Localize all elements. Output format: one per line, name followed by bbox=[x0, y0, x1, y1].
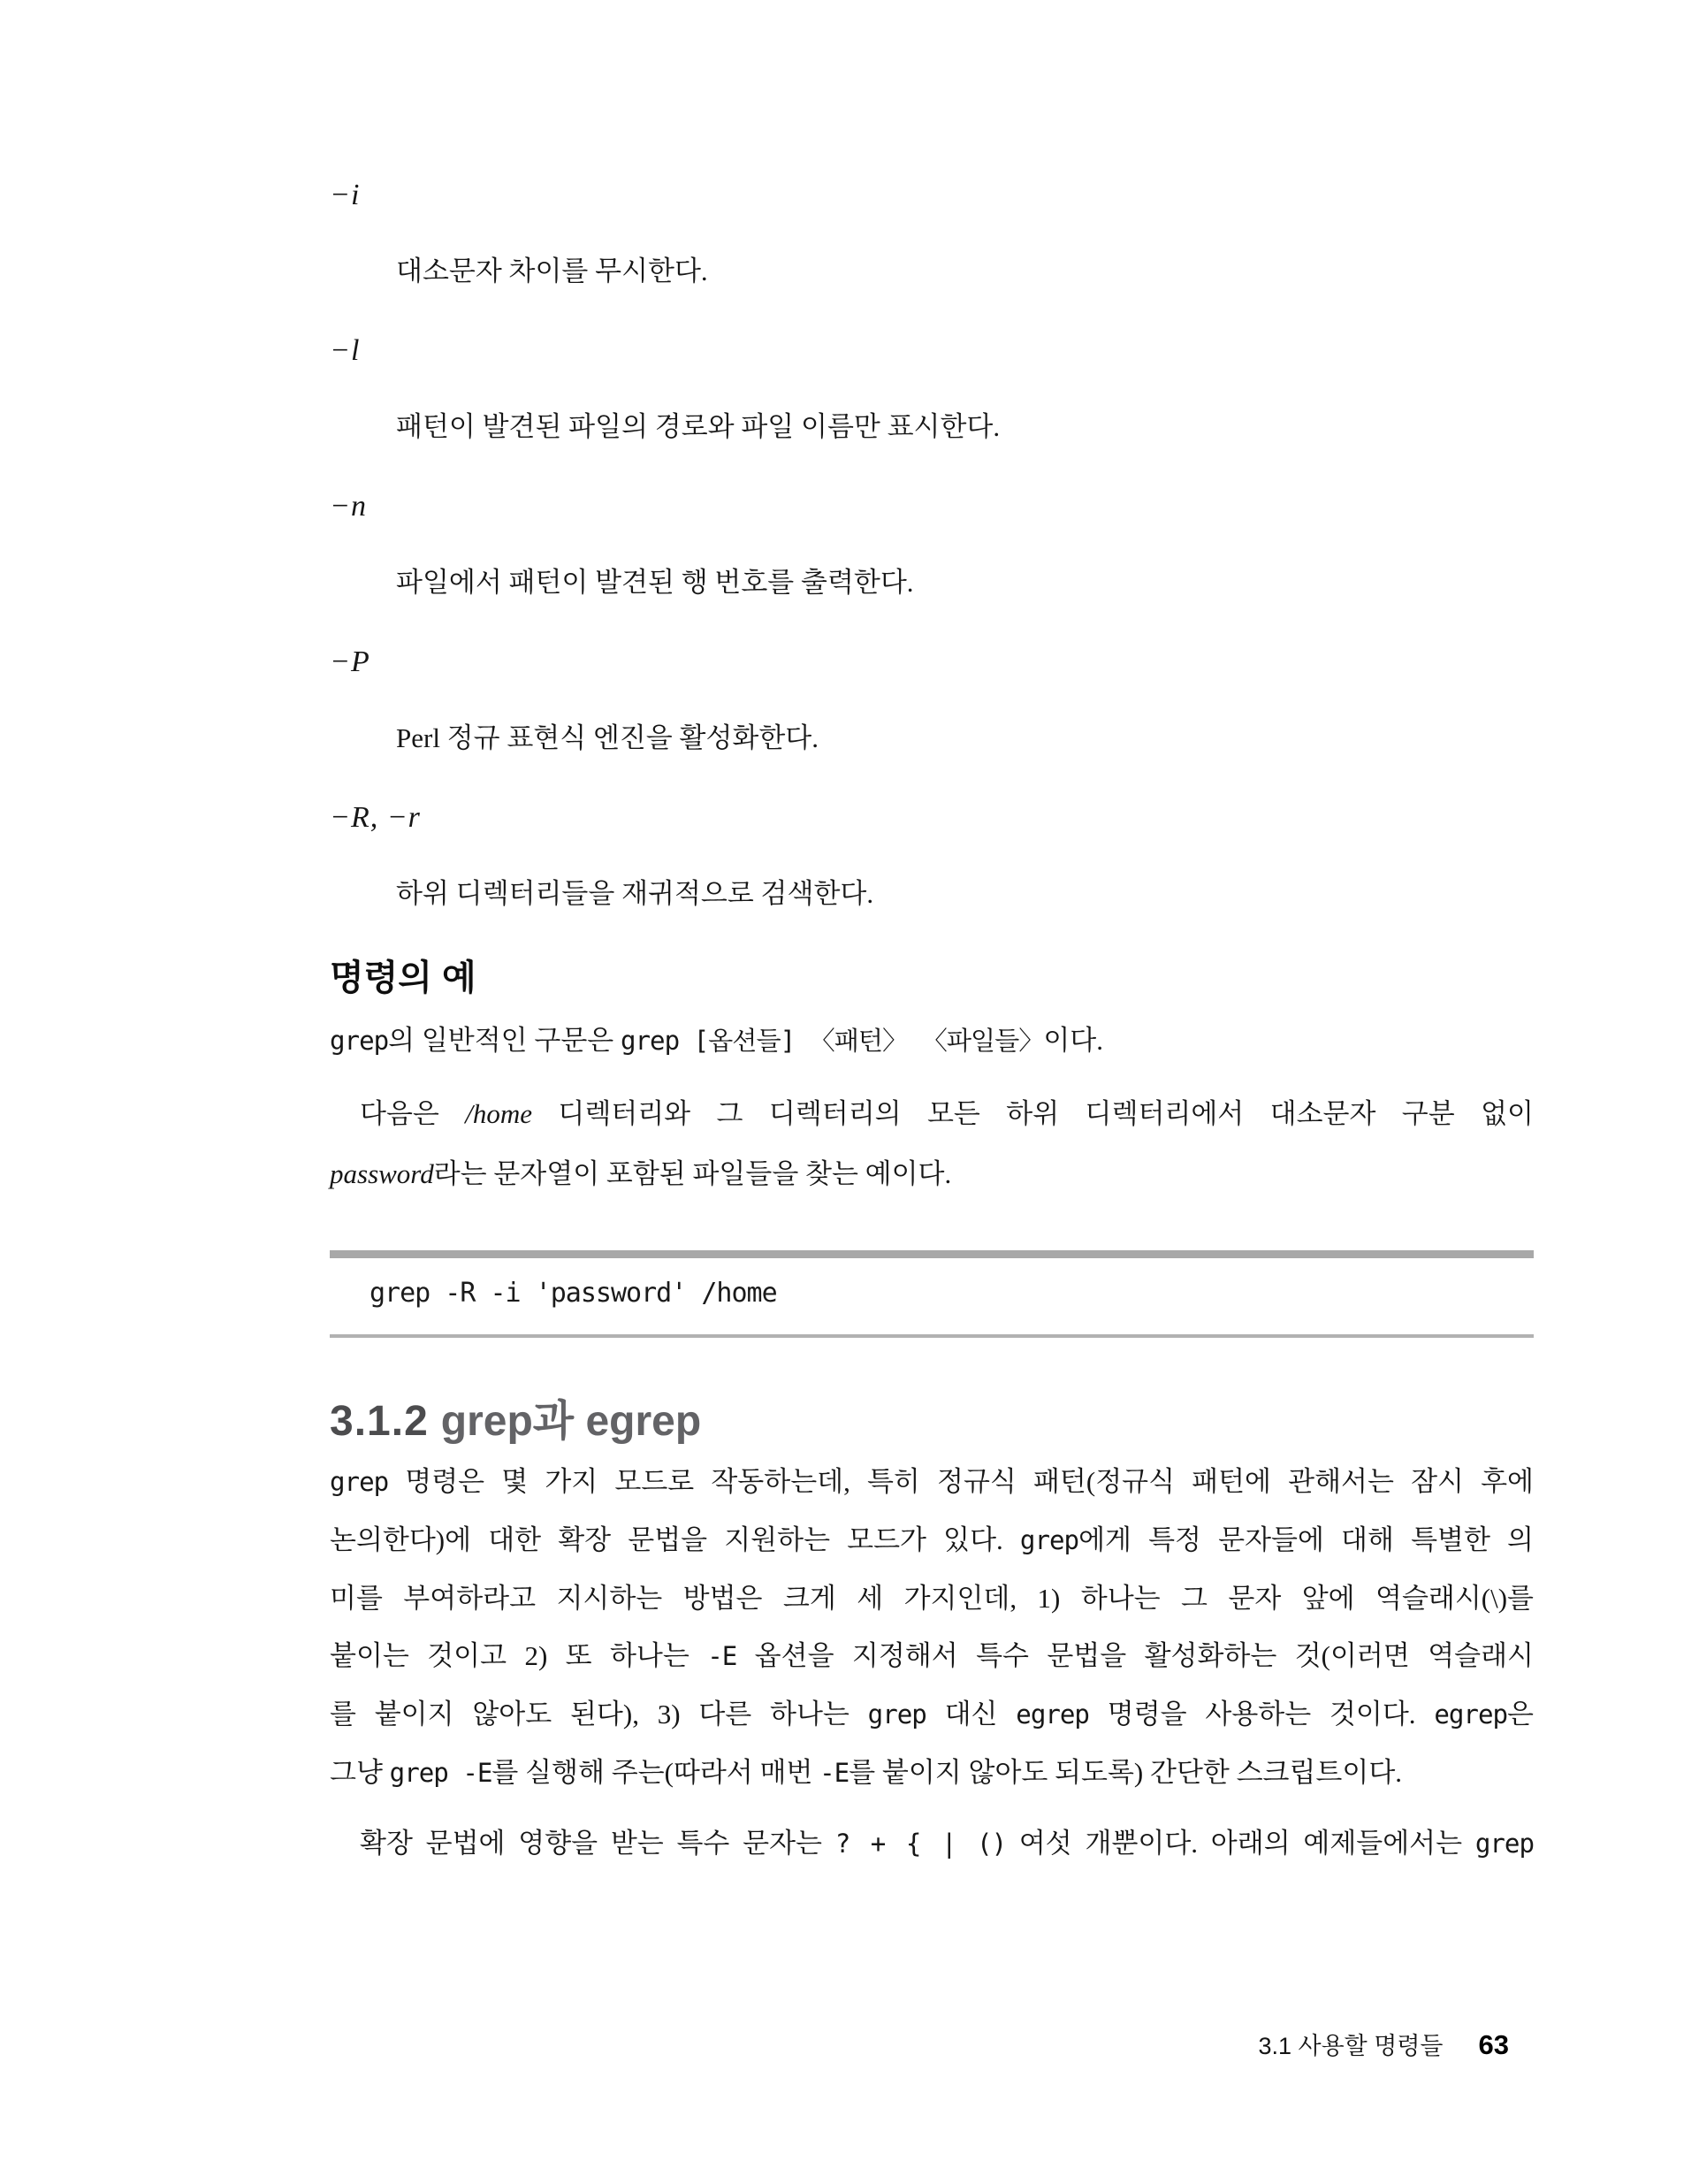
text-run: ? + { | () bbox=[834, 1829, 1007, 1859]
option-flag: −l bbox=[330, 334, 361, 367]
text-run: 그냥 bbox=[330, 1757, 390, 1788]
code-block bbox=[330, 1250, 1534, 1338]
paragraph-line bbox=[330, 1084, 1534, 1144]
subsection-title: grep과 egrep bbox=[440, 1398, 702, 1445]
body-paragraph bbox=[330, 1814, 1534, 1873]
subsection-heading bbox=[330, 1393, 1534, 1451]
example-heading: 명령의 예 bbox=[330, 958, 476, 997]
text-run: grep [옵션들] 〈패턴〉 〈파일들〉 bbox=[620, 1026, 1044, 1056]
text-run: grep bbox=[330, 1026, 389, 1056]
text-run: 의 일반적인 구문은 bbox=[388, 1025, 621, 1056]
text-run: -E bbox=[819, 1758, 850, 1788]
text-run: grep -E bbox=[389, 1758, 492, 1788]
subsection-number: 3.1.2 bbox=[330, 1398, 429, 1445]
syntax-line bbox=[330, 1012, 1534, 1070]
text-run: 를 붙이지 않아도 된다), 3) 다른 하나는 bbox=[330, 1699, 868, 1730]
footer-page-number: 63 bbox=[1478, 2029, 1509, 2060]
text-run: grep bbox=[867, 1699, 926, 1730]
text-run: 다음은 bbox=[360, 1098, 466, 1129]
paragraph-line bbox=[330, 1744, 1534, 1802]
footer-section-title: 3.1 사용할 명령들 bbox=[1258, 2033, 1444, 2059]
text-run: 명령을 사용하는 것이다. bbox=[1088, 1699, 1435, 1730]
option-description: 패턴이 발견된 파일의 경로와 파일 이름만 표시한다. bbox=[396, 411, 1001, 442]
text-run: 에게 특정 문자들에 대해 특별한 의 bbox=[1078, 1524, 1535, 1555]
text-run: 붙이는 것이고 2) 또 하나는 bbox=[330, 1640, 708, 1671]
text-run: 은 bbox=[1507, 1699, 1534, 1730]
text-run: password bbox=[330, 1158, 434, 1189]
paragraph-line bbox=[330, 1511, 1534, 1569]
text-run: grep bbox=[330, 1467, 389, 1497]
option-flag: −R, −r bbox=[330, 801, 421, 834]
text-run: 를 붙이지 않아도 되도록) 간단한 스크립트이다. bbox=[849, 1757, 1403, 1788]
text-run: /home bbox=[465, 1098, 532, 1129]
paragraph-line bbox=[330, 1569, 1534, 1627]
paragraph-line bbox=[330, 1144, 1534, 1204]
option-description: 파일에서 패턴이 발견된 행 번호를 출력한다. bbox=[396, 567, 914, 598]
text-run: egrep bbox=[1016, 1699, 1089, 1730]
paragraph-line bbox=[330, 1685, 1534, 1744]
code-text: grep -R -i 'password' /home bbox=[370, 1278, 777, 1309]
page-footer bbox=[1258, 2027, 1509, 2061]
text-run: 대신 bbox=[926, 1699, 1017, 1730]
paragraph-line bbox=[330, 1627, 1534, 1685]
text-run: 명령은 몇 가지 모드로 작동하는데, 특히 정규식 패턴(정규식 패턴에 관해서는 잠시 후에 bbox=[388, 1466, 1534, 1497]
option-list bbox=[330, 175, 1534, 914]
option-description: Perl 정규 표현식 엔진을 활성화한다. bbox=[396, 722, 819, 753]
text-run: 옵션을 지정해서 특수 문법을 활성화하는 것(이러면 역슬래시 bbox=[736, 1640, 1534, 1671]
option-description: 하위 디렉터리들을 재귀적으로 검색한다. bbox=[396, 878, 874, 909]
text-run: 논의한다)에 대한 확장 문법을 지원하는 모드가 있다. bbox=[330, 1524, 1020, 1555]
text-run: grep bbox=[1474, 1829, 1534, 1859]
option-flag: −n bbox=[330, 490, 367, 523]
option-flag: −i bbox=[330, 179, 361, 211]
option-flag: −P bbox=[330, 645, 370, 678]
text-run: 확장 문법에 영향을 받는 특수 문자는 bbox=[360, 1828, 835, 1859]
body-paragraph bbox=[330, 1453, 1534, 1802]
text-run: 라는 문자열이 포함된 파일들을 찾는 예이다. bbox=[433, 1158, 952, 1189]
text-run: 이다. bbox=[1043, 1025, 1104, 1056]
paragraph-line bbox=[330, 1453, 1534, 1511]
text-run: 미를 부여하라고 지시하는 방법은 크게 세 가지인데, 1) 하나는 그 문자 앞에 역슬래시(\)를 bbox=[330, 1583, 1534, 1614]
text-run: egrep bbox=[1434, 1699, 1508, 1730]
option-description: 대소문자 차이를 무시한다. bbox=[396, 256, 708, 286]
example-intro-paragraph bbox=[330, 1084, 1534, 1204]
text-run: 여섯 개뿐이다. 아래의 예제들에서는 bbox=[1006, 1828, 1475, 1859]
text-run: 를 실행해 주는(따라서 매번 bbox=[491, 1757, 820, 1788]
text-run: 디렉터리와 그 디렉터리의 모든 하위 디렉터리에서 대소문자 구분 없이 bbox=[532, 1098, 1534, 1129]
text-run: grep bbox=[1019, 1525, 1079, 1555]
text-run: -E bbox=[707, 1641, 737, 1671]
